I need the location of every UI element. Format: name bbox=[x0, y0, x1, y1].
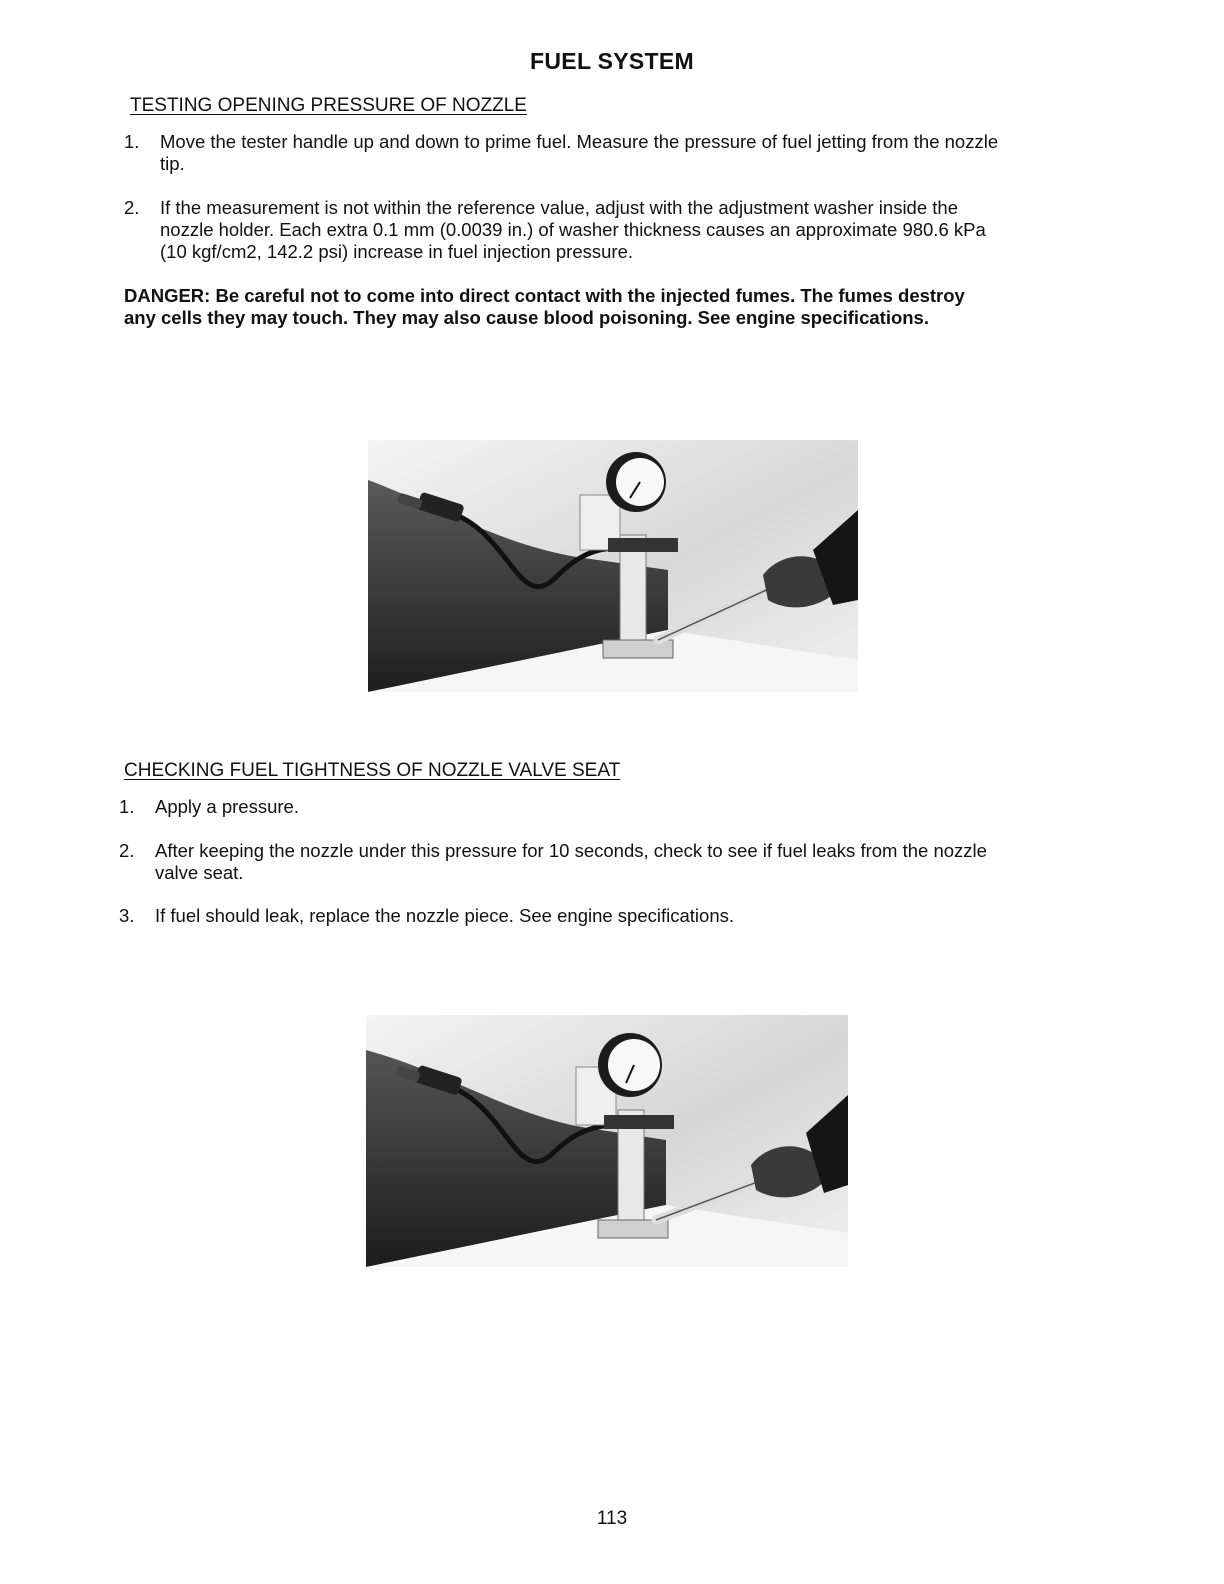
step-number: 2. bbox=[119, 840, 135, 861]
step-text: After keeping the nozzle under this pressure for 10 seconds, check to see if fuel leaks from the nozzle valve seat. bbox=[155, 840, 987, 883]
step-2-adjust-washer bbox=[124, 197, 1014, 263]
step-2-check-leak bbox=[119, 840, 999, 884]
step-number: 1. bbox=[119, 796, 135, 817]
nozzle-tester-photo-1 bbox=[368, 440, 858, 692]
step-1-prime-fuel bbox=[124, 131, 1004, 175]
step-number: 3. bbox=[119, 905, 135, 926]
step-text: If the measurement is not within the reference value, adjust with the adjustment washer inside the nozzle holder. Each extra 0.1 mm (0.0039 in.) of washer thickness causes an approximate 980.6 kPa (10 kgf/cm2, 142.2 psi) increase in fuel injection pressure. bbox=[160, 197, 986, 262]
step-text: Apply a pressure. bbox=[155, 796, 299, 817]
step-number: 1. bbox=[124, 131, 140, 152]
step-1-apply-pressure bbox=[119, 796, 999, 818]
page-title: FUEL SYSTEM bbox=[530, 48, 694, 74]
step-3-replace-nozzle bbox=[119, 905, 999, 927]
section-heading-fuel-tightness: CHECKING FUEL TIGHTNESS OF NOZZLE VALVE SEAT bbox=[124, 760, 621, 781]
nozzle-tester-photo-2 bbox=[366, 1015, 848, 1267]
section-heading-testing-pressure: TESTING OPENING PRESSURE OF NOZZLE bbox=[130, 95, 527, 116]
step-number: 2. bbox=[124, 197, 140, 218]
danger-warning: DANGER: Be careful not to come into direct contact with the injected fumes. The fumes destroy any cells they may touch. They may also cause blood poisoning. See engine specifications. bbox=[124, 285, 965, 328]
step-text: Move the tester handle up and down to prime fuel. Measure the pressure of fuel jetting from the nozzle tip. bbox=[160, 131, 999, 174]
step-text: If fuel should leak, replace the nozzle piece. See engine specifications. bbox=[155, 905, 735, 926]
page-number: 113 bbox=[596, 1508, 628, 1529]
